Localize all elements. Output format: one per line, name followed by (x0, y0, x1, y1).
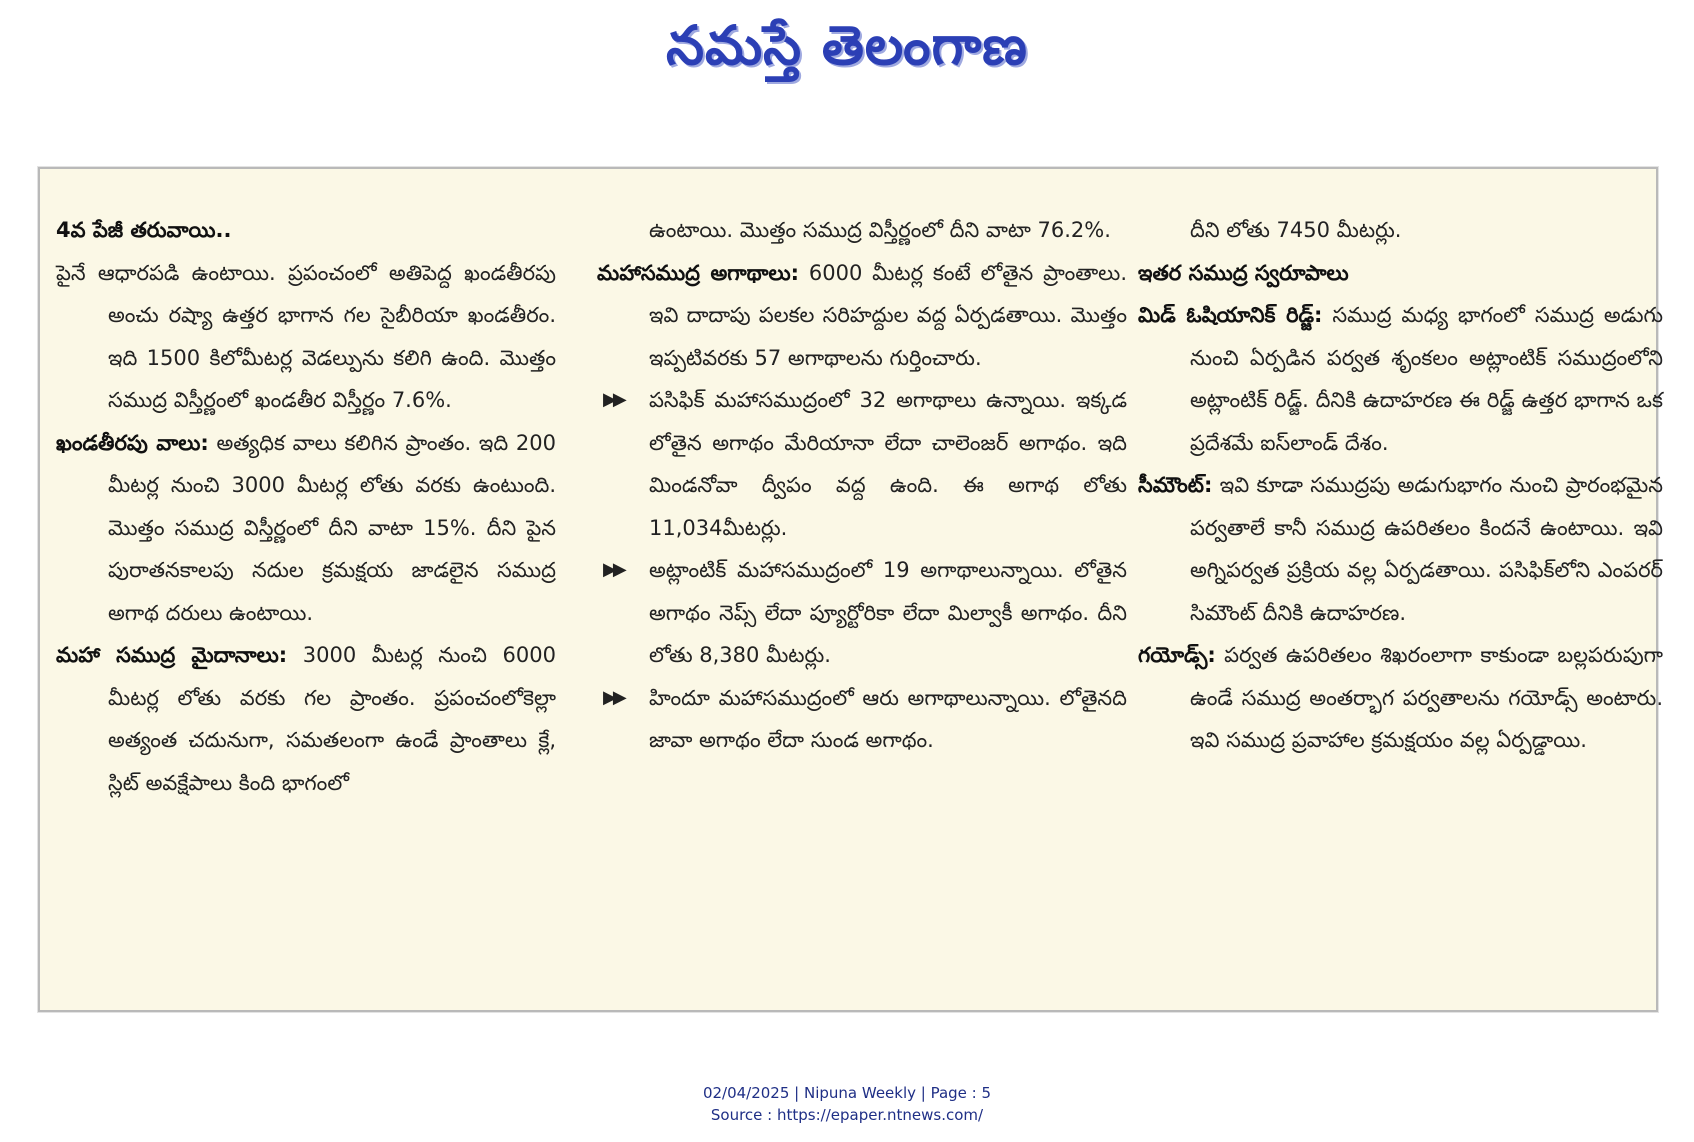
term-label: ఖండతీరపు వాలు: (56, 430, 209, 455)
footer-source: Source : https://epaper.ntnews.com/ (710, 1106, 984, 1124)
bullet-text: పసిఫిక్ మహాసముద్రంలో 32 అగాథాలు ఉన్నాయి. ఇక్కడ లోతైన అగాథం మేరియానా లేదా చాలెంజర్ అగాథం. ఇది మిండనోవా ద్వీపం వద్ద ఉంది. ఈ అగాథ లోతు 11,034మీటర్లు. (649, 388, 1127, 540)
term-label: సీమౌంట్: (1138, 473, 1213, 497)
fast-forward-icon: ▶▶ (603, 686, 623, 708)
newspaper-logo: నమస్తే తెలంగాణ (666, 13, 1028, 77)
bullet-pacific (597, 379, 1127, 549)
column-2 (597, 209, 1127, 762)
paragraph-text: ఇవి కూడా సముద్రపు అడుగుభాగం నుంచి ప్రారంభమైన పర్వతాలే కానీ సముద్ర ఉపరితలం కిందనే ఉంటాయి. ఇవి అగ్నిపర్వత ప్రక్రియ వల్ల ఏర్పడతాయి. పసిఫిక్‌లోని ఎంపరర్ సిమౌంట్ దీనికి ఉదాహరణ. (1190, 473, 1663, 625)
paragraph-text: పర్వత ఉపరితలం శిఖరంలాగా కాకుండా బల్లపరుపుగా ఉండే సముద్ర అంతర్భాగ పర్వతాలను గయోడ్స్ అంటారు. ఇవి సముద్ర ప్రవాహాల క్రమక్షయం వల్ల ఏర్పడ్డాయి. (1190, 643, 1663, 752)
footer-edition-info: 02/04/2025 | Nipuna Weekly | Page : 5 (702, 1084, 992, 1102)
bullet-atlantic (597, 549, 1127, 677)
paragraph-guyots (1138, 634, 1663, 762)
paragraph-text: దీని లోతు 7450 మీటర్లు. (1190, 218, 1402, 242)
paragraph-text: అత్యధిక వాలు కలిగిన ప్రాంతం. ఇది 200 మీటర్ల నుంచి 3000 మీటర్ల లోతు వరకు ఉంటుంది. మొత్తం సముద్ర విస్తీర్ణంలో దీని వాటా 15%. దీని పైన పురాతనకాలపు నదుల క్రమక్షయ జాడలైన సముద్ర అగాథ దరులు ఉంటాయి. (108, 430, 556, 625)
paragraph-text: పైనే ఆధారపడి ఉంటాయి. ప్రపంచంలో అతిపెద్ద ఖండతీరపు అంచు రష్యా ఉత్తర భాగాన గల సైబీరియా ఖండతీరం. ఇది 1500 కిలోమీటర్ల వెడల్పును కలిగి ఉంది. మొత్తం సముద్ర విస్తీర్ణంలో ఖండతీర విస్తీర్ణం 7.6%. (56, 260, 556, 412)
paragraph-continuation (1138, 209, 1663, 252)
paragraph-continuation (597, 209, 1127, 252)
bullet-indian (597, 677, 1127, 762)
fast-forward-icon: ▶▶ (603, 559, 623, 580)
paragraph-abyssal-plains (56, 634, 556, 804)
column-3 (1138, 209, 1663, 762)
paragraph-ocean-trenches (597, 252, 1127, 380)
paragraph-seamount (1138, 464, 1663, 634)
column-1 (56, 209, 556, 804)
paragraph-text: ఉంటాయి. మొత్తం సముద్ర విస్తీర్ణంలో దీని వాటా 76.2%. (649, 218, 1111, 242)
paragraph-text: 3000 మీటర్ల నుంచి 6000 మీటర్ల లోతు వరకు గల ప్రాంతం. ప్రపంచంలోకెల్లా అత్యంత చదునుగా, సమతలంగా ఉండే ప్రాంతాలు క్లే, స్లిట్ అవక్షేపాలు కింది భాగంలో (108, 643, 556, 795)
paragraph-text: 6000 మీటర్ల కంటే లోతైన ప్రాంతాలు. ఇవి దాదాపు పలకల సరిహద్దుల వద్ద ఏర్పడతాయి. మొత్తం ఇప్పటివరకు 57 అగాథాలను గుర్తించారు. (649, 260, 1127, 370)
paragraph-text: సముద్ర మధ్య భాగంలో సముద్ర అడుగు నుంచి ఏర్పడిన పర్వత శృంకలం అట్లాంటిక్ సముద్రంలోని అట్లాంటిక్ రిడ్జ్. దీనికి ఉదాహరణ ఈ రిడ్జ్ ఉత్తర భాగాన ఒక ప్రదేశమే ఐస్‌లాండ్ దేశం. (1190, 303, 1663, 455)
paragraph-continental-slope (56, 422, 556, 635)
paragraph-mid-oceanic-ridge (1138, 294, 1663, 464)
term-label: మహాసముద్ర అగాథాలు: (597, 260, 799, 285)
term-label: గయోడ్స్: (1138, 643, 1216, 667)
fast-forward-icon: ▶▶ (603, 389, 623, 410)
page-footer (0, 1082, 1694, 1126)
masthead (0, 0, 1694, 95)
term-label: మిడ్ ఓషియానిక్ రిడ్జ్: (1138, 303, 1323, 327)
paragraph-continental-shelf (56, 252, 556, 422)
term-label: మహా సముద్ర మైదానాలు: (56, 643, 288, 667)
bullet-text: హిందూ మహాసముద్రంలో ఆరు అగాథాలున్నాయి. లోతైనది జావా అగాథం లేదా సుండ అగాథం. (649, 685, 1127, 752)
section-heading: ఇతర సముద్ర స్వరూపాలు (1138, 260, 1349, 285)
continued-from-label: 4వ పేజీ తరువాయి.. (56, 218, 232, 242)
bullet-text: అట్లాంటిక్ మహాసముద్రంలో 19 అగాథాలున్నాయి. లోతైన అగాథం నెప్స్ లేదా ప్యూర్టోరికా లేదా మిల్వాకీ అగాథం. దీని లోతు 8,380 మీటర్లు. (649, 558, 1127, 667)
article-panel (38, 167, 1663, 1012)
